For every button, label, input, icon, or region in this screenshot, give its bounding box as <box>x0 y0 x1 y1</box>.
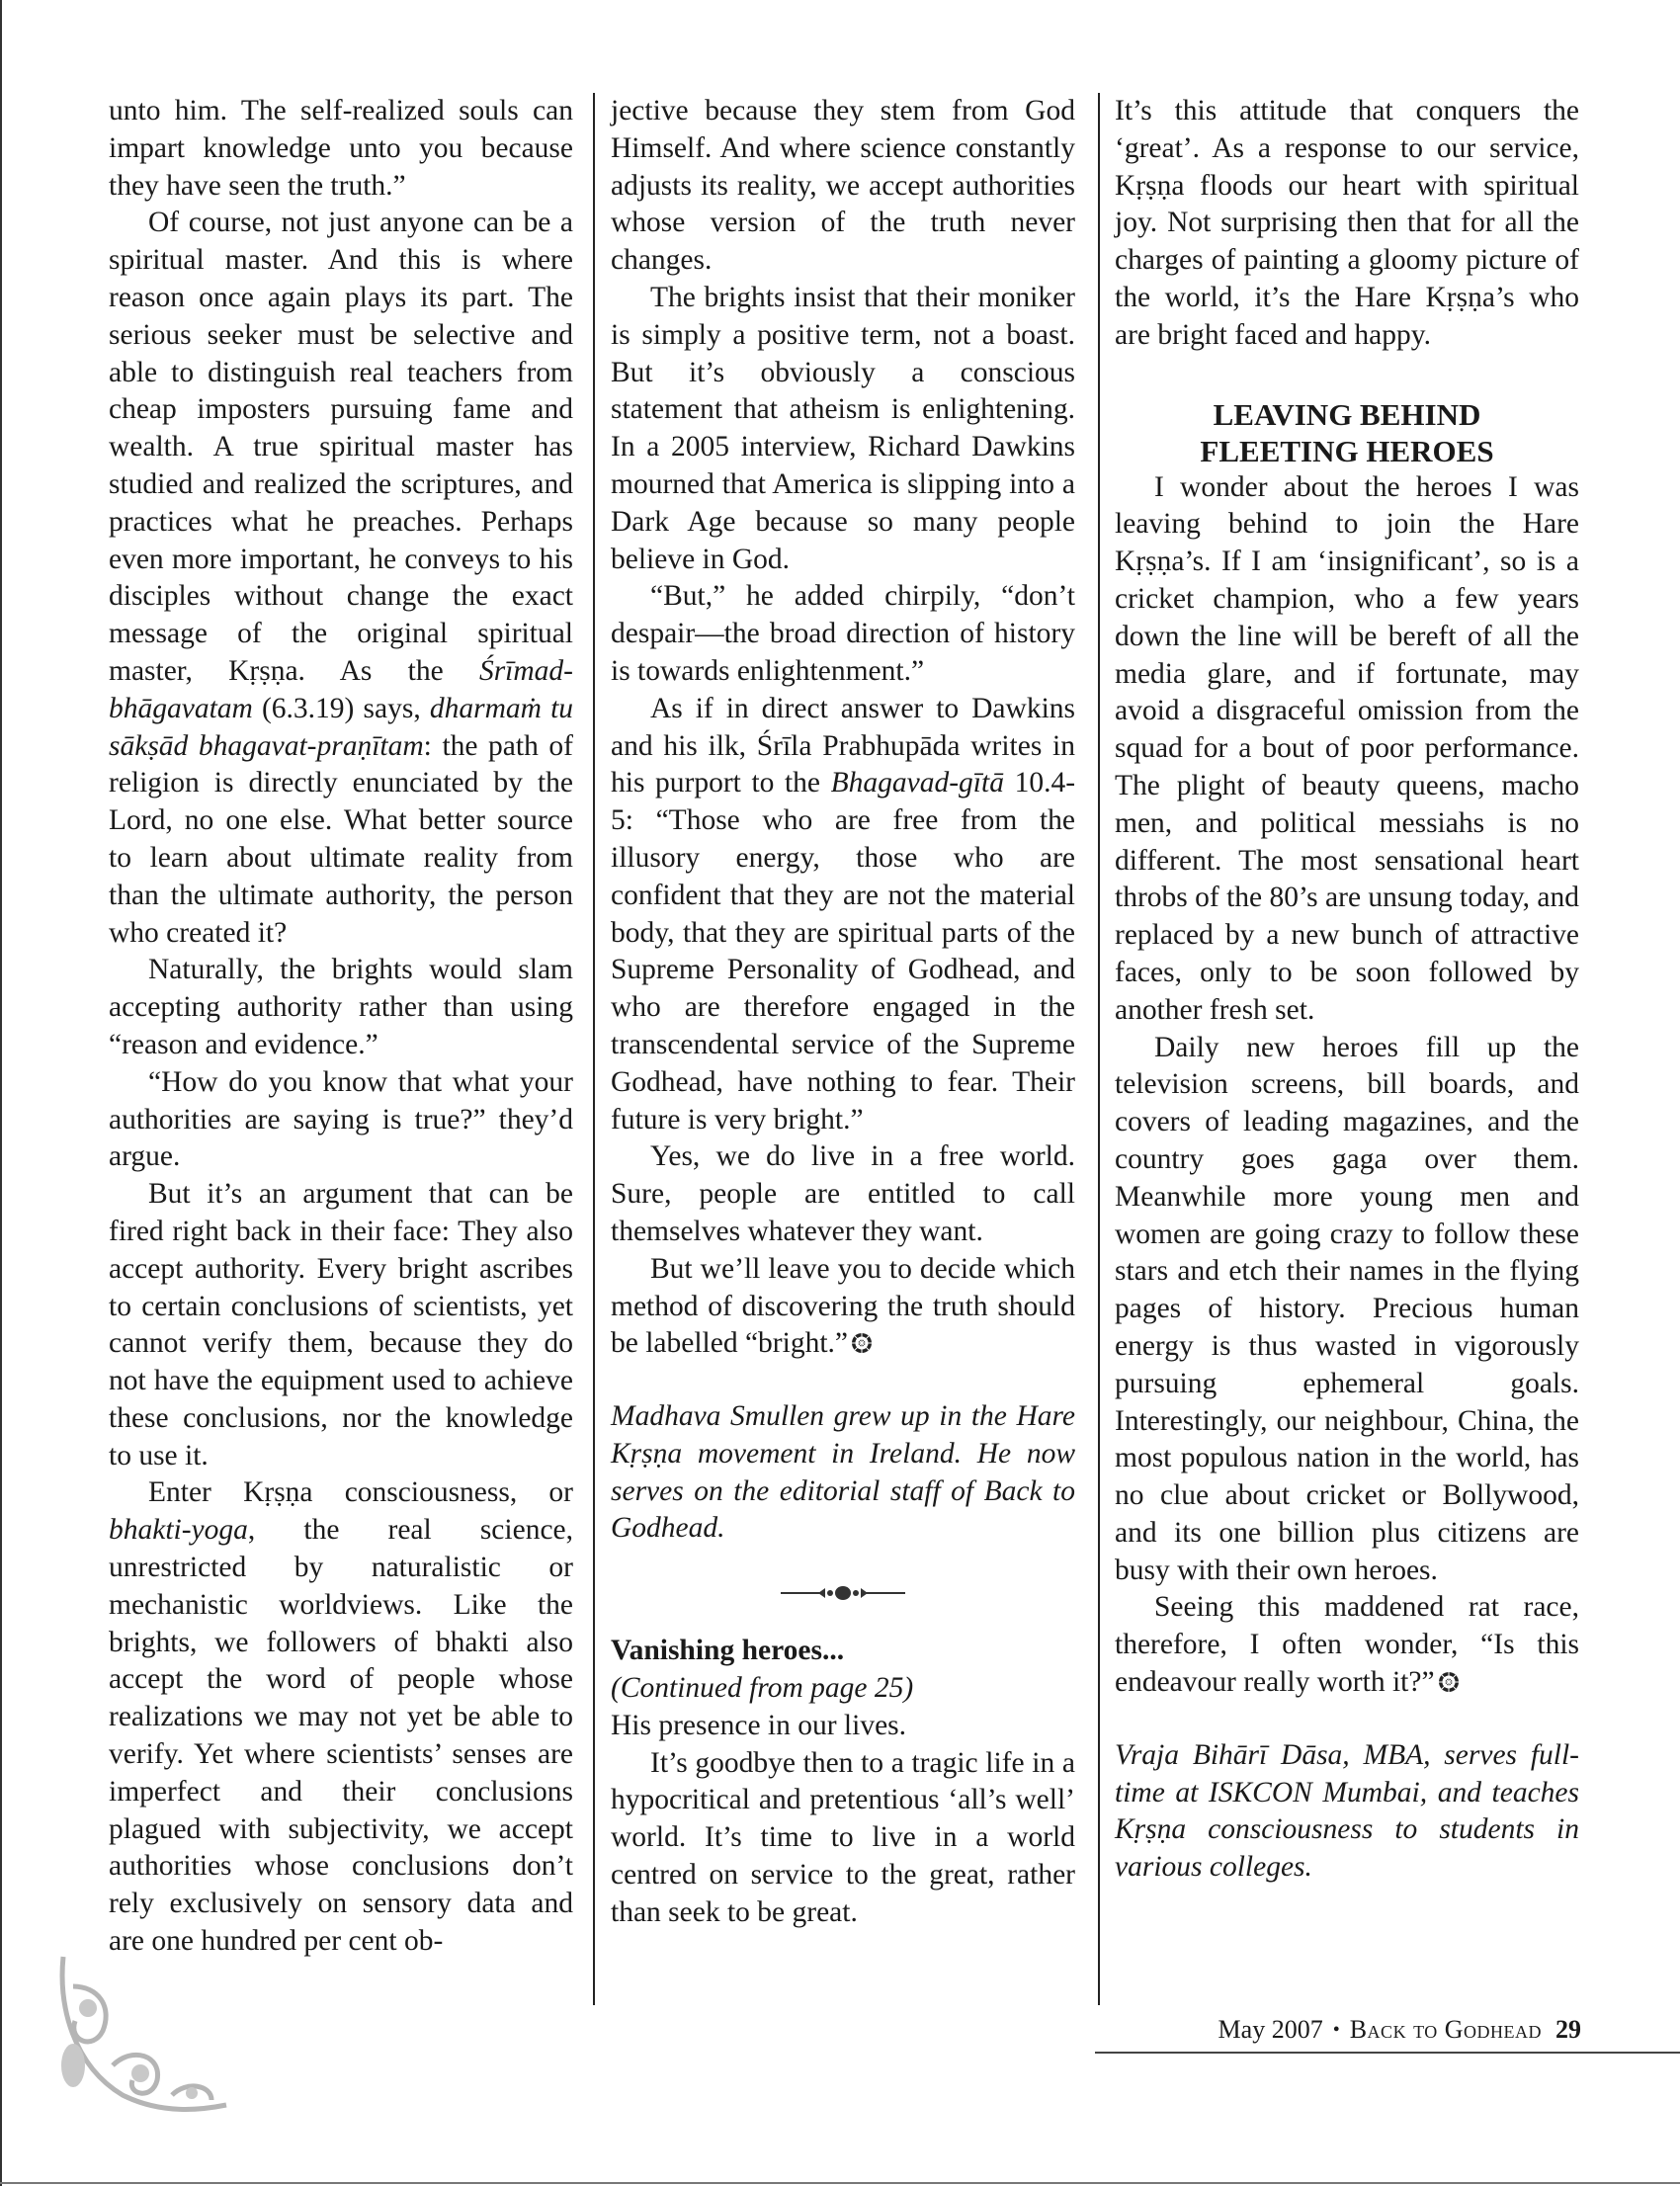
issue-date: May 2007 <box>1218 2015 1323 2044</box>
paragraph: His presence in our lives. <box>611 1709 907 1741</box>
column-2 <box>611 93 1075 1932</box>
paragraph: It’s goodbye then to a tragic life in a hypocritical and pretentious ‘all’s well’ world. It’s time to live in a world centred on service to the great, rather than seek to be great. <box>611 1746 1075 1928</box>
page-footer <box>1067 2010 1581 2050</box>
paragraph: “But,” he added chirpily, “don’t despair—the broad direction of history is towards enlightenment.” <box>611 580 1075 687</box>
divider-ornament-icon <box>779 1582 907 1604</box>
paragraph: I wonder about the heroes I was leaving behind to join the Hare Kṛṣṇa’s. If I am ‘insignificant’, so is a cricket champion, who a few years down the line will be bereft of all the media glare, and if fortunate, may avoid a disgraceful omission from the squad for a bout of poor performance. The plight of beauty queens, macho men, and political messiahs is no different. The most sensational heart throbs of the 80’s are unsung today, and replaced by a new bunch of attractive faces, only to be soon followed by another fresh set. <box>1115 470 1579 1026</box>
column-divider <box>593 93 595 2005</box>
paragraph: Naturally, the brights would slam accepting authority rather than using “reason and evidence.” <box>109 954 573 1060</box>
term: bhakti-yoga <box>109 1514 248 1547</box>
page-number: 29 <box>1555 2015 1581 2044</box>
sanskrit-quote: dharmaṁ tu sākṣād bhagavat-praṇītam <box>109 692 574 762</box>
author-bio: Madhava Smullen grew up in the Hare Kṛṣṇa movement in Ireland. He now serves on the editorial staff of Back to Godhead. <box>611 1400 1075 1545</box>
scripture-title: Bhagavad-gītā <box>830 767 1004 799</box>
paragraph: But we’ll leave you to decide which method of discovering the truth should be labelled “bright.” <box>611 1252 1075 1360</box>
footer-bullet: • <box>1332 2019 1340 2041</box>
paragraph: Of course, not just anyone can be a spiritual master. And this is where reason once again plays its part. The serious seeker must be selective and able to distinguish real teachers from cheap imposters pursuing fame and wealth. A true spiritual master has studied and realized the scriptures, and practices what he preaches. Perhaps even more important, he conveys to his disciples without change the exact message of the original spiritual master, Kṛṣṇa. As the Śrīmad-bhāgavatam (6.3.19) says, dharmaṁ tu sākṣād bhagavat-praṇītam: the path of religion is directly enunciated by the Lord, no one else. What better source to learn about ultimate reality from than the ultimate authority, the person who created it? <box>109 207 574 949</box>
paragraph: Yes, we do live in a free world. Sure, people are entitled to call themselves whatever they want. <box>611 1140 1075 1247</box>
paragraph: It’s this attitude that conquers the ‘great’. As a response to our service, Kṛṣṇa floods our heart with spiritual joy. Not surprising then that for all the charges of painting a gloomy picture of the world, it’s the Hare Kṛṣṇa’s who are bright faced and happy. <box>1115 95 1579 351</box>
column-divider <box>1098 93 1100 2005</box>
column-3 <box>1115 93 1579 1887</box>
page-bottom-border <box>0 2182 1680 2184</box>
section-heading: LEAVING BEHIND FLEETING HEROES <box>1200 396 1494 468</box>
scripture-title: Śrīmad-bhāgavatam <box>109 654 574 724</box>
page-left-border <box>0 0 2 2186</box>
floral-corner-ornament-icon <box>53 1947 231 2125</box>
paragraph: unto him. The self-realized souls can impart knowledge unto you because they have seen the truth.” <box>109 95 573 202</box>
column-1 <box>109 93 573 1961</box>
footer-rule <box>1095 2052 1680 2054</box>
paragraph: But it’s an argument that can be fired right back in their face: They also accept authority. Every bright ascribes to certain conclusions of scientists, yet cannot verify them, because they do not have the equipment used to achieve these conclusions, nor the knowledge to use it. <box>109 1178 573 1471</box>
magazine-name: Back to Godhead <box>1349 2015 1542 2044</box>
continued-from-note: (Continued from page 25) <box>611 1672 914 1705</box>
section-divider-ornament <box>611 1577 1075 1603</box>
paragraph: Enter Kṛṣṇa consciousness, or bhakti-yoga, the real science, unrestricted by naturalistic or mechanistic worldviews. Like the brights, we followers of bhakti also accept the word of people whose realizations we may not yet be able to verify. Yet where scientists’ senses are imperfect and their conclusions plagued with subjectivity, we accept authorities whose conclusions don’t rely exclusively on sensory data and are one hundred per cent ob- <box>109 1476 573 1958</box>
paragraph: Daily new heroes fill up the television screens, bill boards, and covers of leading magazines, and the country goes gaga over them. Meanwhile more young men and women are going crazy to follow these stars and etch their names in the flying pages of history. Precious human energy is thus wasted in vigorously pursuing ephemeral goals. Interestingly, our neighbour, China, the most populous nation in the world, has no clue about cricket or Bollywood, and its one billion plus citizens are busy with their own heroes. <box>1115 1031 1579 1586</box>
paragraph: Seeing this maddened rat race, therefore, I often wonder, “Is this endeavour really worth it?” <box>1115 1591 1579 1699</box>
paragraph: “How do you know that what your authorities are saying is true?” they’d argue. <box>109 1065 573 1173</box>
continued-article-title: Vanishing heroes... <box>611 1635 845 1667</box>
paragraph: As if in direct answer to Dawkins and his ilk, Śrīla Prabhupāda writes in his purport to the Bhagavad-gītā 10.4-5: “Those who are free from the illusory energy, those who are confident that they are not the material body, that they are spiritual parts of the Supreme Personality of Godhead, and who are therefore engaged in the transcendental service of the Supreme Godhead, have nothing to fear. Their future is very bright.” <box>611 692 1076 1135</box>
author-bio: Vraja Bihārī Dāsa, MBA, serves full-time at ISKCON Mumbai, and teaches Kṛṣṇa consciousness to students in various colleges. <box>1115 1738 1579 1884</box>
end-mark-icon <box>851 1332 873 1354</box>
end-mark-icon <box>1438 1671 1460 1693</box>
paragraph: The brights insist that their moniker is simply a positive term, not a boast. But it’s obviously a conscious statement that atheism is enlightening. In a 2005 interview, Richard Dawkins mourned that America is slipping into a Dark Age because so many people believe in God. <box>611 281 1075 575</box>
paragraph: jective because they stem from God Himself. And where science constantly adjusts its reality, we accept authorities whose version of the truth never changes. <box>611 95 1075 277</box>
